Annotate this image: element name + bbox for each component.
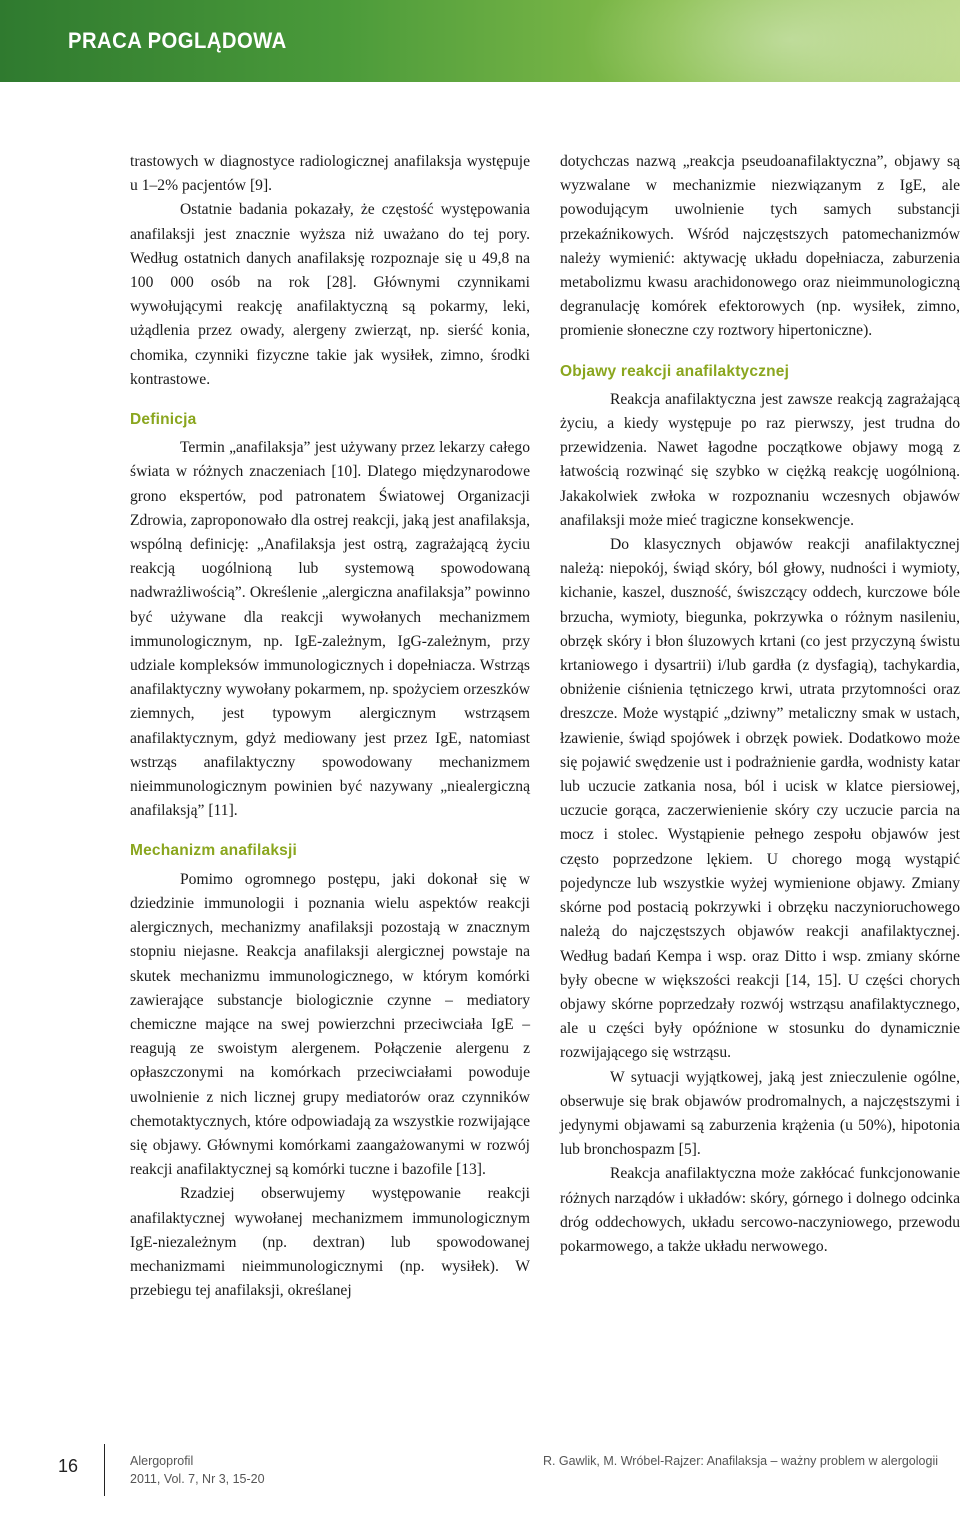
paragraph: Reakcja anafilaktyczna może zakłócać funkcjonowanie różnych narządów i układów: skóry, górnego i dolnego odcinka dróg oddechowych, układu sercowo-naczyniowego, przewodu pokarmowego, a także układu nerwowego. (560, 1165, 960, 1255)
right-column (560, 150, 960, 1259)
paragraph: Pomimo ogromnego postępu, jaki dokonał się w dziedzinie immunologii i poznania wielu aspektów reakcji alergicznych, mechanizmy anafilaksji pozostają w znacznym stopniu niejasne. Reakcja anafilaksji alergicznej powstaje na skutek mechanizmu immunologicznego, w którym komórki zawierające substancje biologicznie czynne – mediatory chemiczne mające na swej powierzchni przeciwciała IgE – reagują ze swoistym alergenem. Połączenie alergenu z opłaszczonymi na komórkach przeciwciałami powoduje uwolnienie z nich licznej grupy mediatorów oraz czynników chemotaktycznych, które odpowiadają za wszystkie rozwijające się objawy. Głównymi komórkami zaangażowanymi w rozwój reakcji anafilaktycznej są komórki tuczne i bazofile [13]. (130, 870, 530, 1179)
journal-info (130, 1452, 265, 1488)
journal-name: Alergoprofil (130, 1454, 194, 1468)
paragraph: Rzadziej obserwujemy występowanie reakcji anafilaktycznej wywołanej mechanizmem immunologicznym IgE-niezależnym (np. dextran) lub spowodowanej mechanizmami nieimmunologicznymi (np. wysiłek). W przebiegu tej anafilaksji, określanej (130, 1185, 530, 1300)
paragraph: Ostatnie badania pokazały, że częstość występowania anafilaksji jest znacznie wyższa niż uważano do tej pory. Według ostatnich danych anafilaksję rozpoznaje się u 49,8 na 100 000 osób na rok [28]. Głównymi czynnikami wywołującymi reakcję anafilaktyczną są pokarmy, leki, użądlenia przez owady, alergeny zwierząt, np. sierść konia, chomika, czynniki fizyczne takie jak wysiłek, zimno, środki kontrastowe. (130, 201, 530, 388)
section-header-band (0, 0, 960, 82)
paragraph: dotychczas nazwą „reakcja pseudoanafilaktyczna”, objawy są wyzwalane w mechanizmie niezwiązanym z IgE, ale powodującym uwolnienie tych samych substancji przekaźnikowych. Wśród najczęstszych patomechanizmów należy wymienić: aktywację układu dopełniacza, zaburzenia metabolizmu kwasu arachidonowego oraz nieimmunologiczną degranulację komórek efektorowych (np. wysiłek, zimno, promienie słoneczne czy roztwory hipertoniczne). (560, 153, 960, 340)
journal-issue: 2011, Vol. 7, Nr 3, 15-20 (130, 1472, 265, 1486)
paragraph: Do klasycznych objawów reakcji anafilaktycznej należą: niepokój, świąd skóry, ból głowy, nudności i wymioty, kichanie, kaszel, duszność, świszczący oddech, kurczowe bóle brzucha, wymioty, biegunka, pokrzywka o różnym nasileniu, obrzęk skóry i błon śluzowych krtani (co jest przyczyną świstu krtaniowego i dysartrii) i/lub gardła (z dysfagią), tachykardia, obniżenie ciśnienia tętniczego krwi, utrata przytomności oraz dreszcze. Może wystąpić „dziwny” metaliczny smak w ustach, łzawienie, świąd spojówek i obrzęk powiek. Dodatkowo może się pojawić swędzenie ust i podrażnienie gardła, wodnisty katar lub uczucie zatkania nosa, ból i ucisk w klatce piersiowej, uczucie gorąca, zaczerwienienie skóry czy uczucie parcia na mocz i stolec. Wystąpienie pełnego zespołu objawów jest często poprzedzone lękiem. U chorego mogą wystąpić pojedyncze lub wszystkie wyżej wymienione objawy. Zmiany skórne pod postacią pokrzywki i obrzęku naczynioruchowego należą do najczęstszych objawów reakcji anafilaktycznej. Według badań Kempa i wsp. oraz Ditto i wsp. zmiany skórne były obecne w większości reakcji [14, 15]. U części chorych objawy skórne poprzedzały rozwój wstrząsu anafilaktycznego, ale u części były opóźnione w stosunku do dynamicznie rozwijającego się wstrząsu. (560, 536, 960, 1062)
page-footer (0, 1440, 960, 1500)
section-heading-symptoms: Objawy reakcji anafilaktycznej (560, 362, 790, 380)
section-title: PRACA POGLĄDOWA (68, 28, 287, 53)
paragraph: W sytuacji wyjątkowej, jaką jest znieczulenie ogólne, obserwuje się brak objawów prodromalnych, a najczęstszymi i jedynymi objawami są zaburzenia krążenia (u 50%), hipotonia lub bronchospazm [5]. (560, 1068, 960, 1159)
footer-divider (104, 1444, 105, 1496)
paragraph: Reakcja anafilaktyczna jest zawsze reakcją zagrażającą życiu, a kiedy występuje po raz pierwszy, jest trudna do przewidzenia. Nawet łagodne początkowe objawy mogą z łatwością rozwinąć się szybko w ciężką reakcję uogólnioną. Jakakolwiek zwłoka w rozpoznaniu wczesnych objawów anafilaksji może mieć tragiczne konsekwencje. (560, 390, 960, 529)
paragraph: Termin „anafilaksja” jest używany przez lekarzy całego świata w różnych znaczeniach [10]. Dlatego międzynarodowe grono ekspertów, pod patronatem Światowej Organizacji Zdrowia, zaproponowało dla ostrej reakcji, jaką jest anafilaksja, wspólną definicję: „Anafilaksja jest ostrą, zagrażającą życiu reakcją uogólnioną lub systemową spowodowaną nadwrażliwością”. Określenie „alergiczna anafilaksja” powinno być używane dla reakcji wywołanych mechanizmem immunologicznym, np. IgE-zależnym, IgG-zależnym, przy udziale kompleksów immunologicznych i dopełniacza. Wstrząs anafilaktyczny wywołany pokarmem, np. spożyciem orzeszków ziemnych, jest typowym alergicznym wstrząsem anafilaktycznym, gdyż mediowany jest przez IgE, natomiast wstrząs anafilaktyczny spowodowany mechanizmem nieimmunologicznym powinien być nazywany „niealergiczną anafilaksją” [11]. (130, 439, 530, 820)
section-heading-definition: Definicja (130, 411, 197, 429)
page-number: 16 (58, 1456, 79, 1476)
article-citation: R. Gawlik, M. Wróbel-Rajzer: Anafilaksja – ważny problem w alergologii (542, 1454, 938, 1468)
left-column (130, 150, 530, 1303)
paragraph: trastowych w diagnostyce radiologicznej anafilaksja występuje u 1–2% pacjentów [9]. (130, 153, 530, 195)
section-heading-mechanism: Mechanizm anafilaksji (130, 842, 298, 860)
